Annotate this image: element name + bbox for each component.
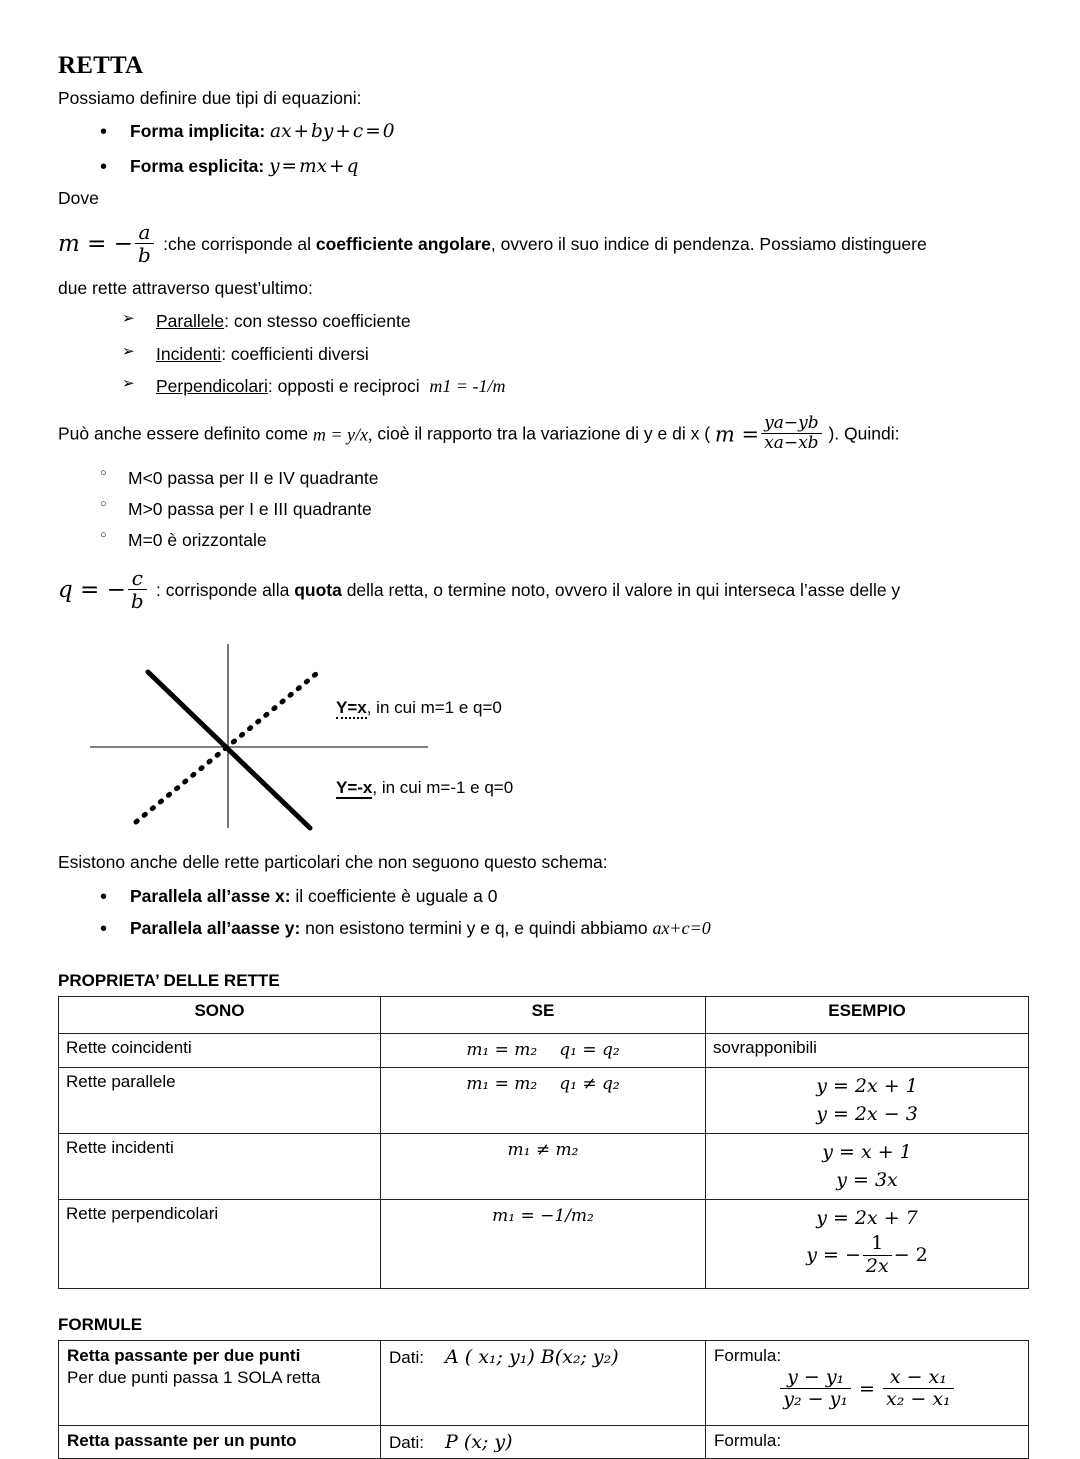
list-item xyxy=(58,912,1028,945)
list-item xyxy=(58,305,1028,337)
properties-table-heading: PROPRIETA’ DELLE RETTE xyxy=(58,971,280,991)
special-line-desc: il coefficiente è uguale a 0 xyxy=(290,885,498,906)
formula-name: Retta passante per due punti xyxy=(67,1345,301,1365)
form-label: Forma implicita: xyxy=(130,121,266,142)
formula-label: Formula: xyxy=(714,1430,782,1450)
table-row xyxy=(59,1340,1029,1425)
dove-label: Dove xyxy=(58,187,99,208)
cell-esempio: sovrapponibili xyxy=(706,1034,1029,1068)
example-fraction-line: y = − $\frac{1}{2x}$ − 2 xyxy=(806,1232,928,1277)
special-line-label: Parallela all’aasse y: xyxy=(130,917,301,938)
equation-forms-list xyxy=(58,115,1028,183)
example-lines: y = x + 1 y = 3x xyxy=(822,1140,912,1192)
special-line-desc: non esistono termini y e q, e quindi abbiamo xyxy=(300,917,653,938)
list-item: ○ M<0 passa per II e IV quadrante xyxy=(58,463,1028,494)
example-lines: y = 2x + 7 y = − $\frac{1}{2x}$ − 2 xyxy=(713,1204,1021,1278)
form-formula: y = mx + q xyxy=(269,155,359,177)
formula-expression: $\frac{\text{y − y₁}}{\text{y₂ − y₁}}$ = $\frac{\text{x − x₁}}{\text{x₂ − x₁}}$ xyxy=(714,1368,1020,1412)
cell-esempio xyxy=(706,1067,1029,1133)
m-ratio-fraction xyxy=(761,414,821,453)
m-definition xyxy=(58,219,1028,268)
cell-formula xyxy=(706,1425,1029,1458)
line-type-term: Incidenti xyxy=(156,343,222,364)
line-type-desc: : coefficienti diversi xyxy=(221,343,369,364)
dati-label: Dati: xyxy=(389,1347,424,1367)
formule-table xyxy=(58,1340,1029,1459)
graph-label-text: , in cui m=-1 e q=0 xyxy=(372,777,514,797)
graph-label-tag: Y=x xyxy=(336,697,367,717)
cell-esempio xyxy=(706,1133,1029,1199)
fraction-numerator: ya−yb xyxy=(764,413,819,434)
table-row xyxy=(59,1199,1029,1288)
list-item xyxy=(58,370,1028,403)
column-header-esempio: ESEMPIO xyxy=(706,997,1029,1034)
intro-paragraph: Possiamo definire due tipi di equazioni: xyxy=(58,87,362,108)
list-item: ○ M=0 è orizzontale xyxy=(58,525,1028,556)
cell-se: m₁ = m₂ q₁ ≠ q₂ xyxy=(381,1067,706,1133)
cell-esempio xyxy=(706,1199,1029,1288)
fraction-denominator: xa−xb xyxy=(761,433,821,453)
m-text-before: :che corrisponde al xyxy=(163,233,316,254)
quadrants-list xyxy=(58,463,1028,556)
dati-value: P (x; y) xyxy=(445,1430,513,1453)
q-text-before: : corrisponde alla xyxy=(156,580,295,600)
list-item xyxy=(58,115,1028,149)
list-item xyxy=(58,150,1028,184)
m-bold-term: coefficiente angolare xyxy=(315,233,491,254)
list-item xyxy=(58,338,1028,370)
graph-label-tag: Y=-x xyxy=(336,777,373,797)
formula-subtext: Per due punti passa 1 SOLA retta xyxy=(67,1367,321,1387)
perpendicular-formula: m1 = -1/m xyxy=(429,376,506,397)
special-line-formula: ax+c=0 xyxy=(652,917,711,938)
q-formula: q = − $\frac{c}{b}$ xyxy=(58,577,156,603)
table-row xyxy=(59,1067,1029,1133)
special-lines-list xyxy=(58,880,1028,946)
special-line-label: Parallela all’asse x: xyxy=(130,885,291,906)
formula-label: Formula: xyxy=(714,1345,782,1365)
list-item: ○ M>0 passa per I e III quadrante xyxy=(58,494,1028,525)
line-type-term: Parallele xyxy=(156,311,225,332)
cell-sono: Rette coincidenti xyxy=(59,1034,381,1068)
graph-label-text: , in cui m=1 e q=0 xyxy=(366,697,502,717)
column-header-sono: SONO xyxy=(59,997,381,1034)
graph-label-y-equals-x xyxy=(336,698,502,718)
table-header-row xyxy=(59,997,1029,1034)
cell-se: m₁ = −1/m₂ xyxy=(381,1199,706,1288)
cartesian-graph xyxy=(58,630,1028,842)
form-formula: ax + by + c = 0 xyxy=(270,121,395,143)
list-item xyxy=(58,880,1028,912)
cell-formula xyxy=(706,1340,1029,1425)
fraction-left: $\frac{\text{y − y₁}}{\text{y₂ − y₁}}$ xyxy=(780,1367,851,1411)
fraction-right: $\frac{\text{x − x₁}}{\text{x₂ − x₁}}$ xyxy=(883,1367,954,1411)
m-ratio-italic-1: m = y/x, xyxy=(312,424,373,445)
special-lines-intro: Esistono anche delle rette particolari che non seguono questo schema: xyxy=(58,851,608,872)
cell-sono: Rette perpendicolari xyxy=(59,1199,381,1288)
line-type-term: Perpendicolari xyxy=(156,376,268,397)
q-bold-term: quota xyxy=(294,580,342,600)
formule-table-heading: FORMULE xyxy=(58,1314,143,1334)
cell-se: m₁ ≠ m₂ xyxy=(381,1133,706,1199)
m-formula: m = − $\frac{a}{b}$ xyxy=(58,231,163,257)
column-header-se: SE xyxy=(381,997,706,1034)
formula-name: Retta passante per un punto xyxy=(67,1430,297,1450)
document-body xyxy=(58,52,1028,1459)
line-type-desc: : con stesso coefficiente xyxy=(224,311,411,332)
m-continuation: due rette attraverso quest’ultimo: xyxy=(58,277,313,298)
graph-label-y-equals-minus-x xyxy=(336,778,513,798)
line-y-equals-minus-x xyxy=(148,672,310,828)
m-ratio-formula: m = xyxy=(714,422,760,447)
cell-sono: Rette parallele xyxy=(59,1067,381,1133)
line-type-desc: : opposti e reciproci xyxy=(267,376,420,397)
cell-formula-name xyxy=(59,1340,381,1425)
q-text-after: della retta, o termine noto, ovvero il valore in qui interseca l’asse delle y xyxy=(341,580,901,600)
page-title: RETTA xyxy=(58,52,144,79)
q-definition xyxy=(58,565,1028,614)
cell-se: m₁ = m₂ q₁ = q₂ xyxy=(381,1034,706,1068)
table-row xyxy=(59,1034,1029,1068)
cell-dati xyxy=(381,1340,706,1425)
line-y-equals-x xyxy=(136,674,316,822)
table-row xyxy=(59,1133,1029,1199)
m-ratio-text-3: ). Quindi: xyxy=(823,424,900,445)
cell-sono: Rette incidenti xyxy=(59,1133,381,1199)
dati-label: Dati: xyxy=(389,1432,424,1452)
m-ratio-text-1: Può anche essere definito come xyxy=(58,424,313,445)
graph-svg xyxy=(80,630,440,842)
form-label: Forma esplicita: xyxy=(130,155,265,176)
dati-value: A ( x₁; y₁) B(x₂; y₂) xyxy=(445,1345,619,1368)
m-ratio-paragraph xyxy=(58,415,1028,454)
cell-formula-name xyxy=(59,1425,381,1458)
table-row xyxy=(59,1425,1029,1458)
m-text-after: , ovvero il suo indice di pendenza. Possiamo distinguere xyxy=(490,233,927,254)
line-types-list xyxy=(58,305,1028,403)
properties-table xyxy=(58,996,1029,1289)
m-ratio-text-2: cioè il rapporto tra la variazione di y e di x ( xyxy=(372,424,715,445)
example-lines: y = 2x + 1 y = 2x − 3 xyxy=(816,1074,918,1126)
cell-dati xyxy=(381,1425,706,1458)
